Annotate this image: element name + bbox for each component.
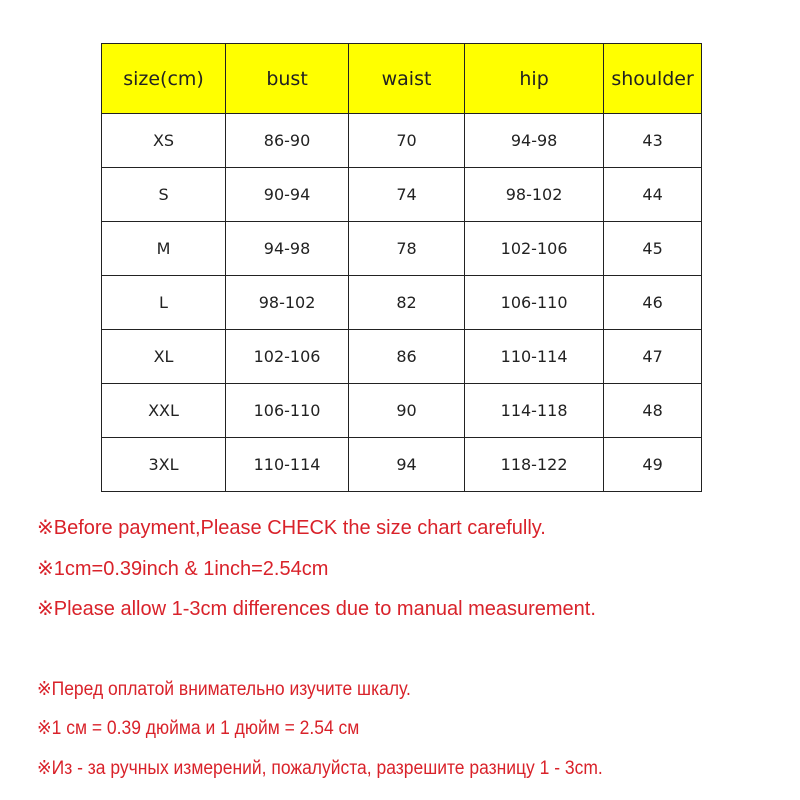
cell-size: M bbox=[102, 222, 226, 276]
note-en-difference: ※Please allow 1-3cm differences due to manual measurement. bbox=[37, 598, 596, 620]
note-en-check: ※Before payment,Please CHECK the size chart carefully. bbox=[37, 517, 546, 539]
cell-shoulder: 45 bbox=[604, 222, 702, 276]
cell-shoulder: 44 bbox=[604, 168, 702, 222]
cell-waist: 90 bbox=[349, 384, 465, 438]
size-chart-table bbox=[101, 43, 702, 492]
cell-bust: 106-110 bbox=[226, 384, 349, 438]
cell-shoulder: 46 bbox=[604, 276, 702, 330]
cell-hip: 118-122 bbox=[465, 438, 604, 492]
cell-size: XL bbox=[102, 330, 226, 384]
table-row bbox=[102, 222, 702, 276]
cell-size: XS bbox=[102, 114, 226, 168]
note-en-conversion: ※1cm=0.39inch & 1inch=2.54cm bbox=[37, 558, 329, 580]
cell-size: L bbox=[102, 276, 226, 330]
cell-waist: 94 bbox=[349, 438, 465, 492]
cell-shoulder: 49 bbox=[604, 438, 702, 492]
header-hip: hip bbox=[465, 44, 604, 114]
cell-waist: 82 bbox=[349, 276, 465, 330]
table-row bbox=[102, 330, 702, 384]
cell-waist: 74 bbox=[349, 168, 465, 222]
cell-shoulder: 47 bbox=[604, 330, 702, 384]
cell-bust: 86-90 bbox=[226, 114, 349, 168]
table-row bbox=[102, 168, 702, 222]
header-row bbox=[102, 44, 702, 114]
cell-bust: 110-114 bbox=[226, 438, 349, 492]
cell-size: S bbox=[102, 168, 226, 222]
note-ru-conversion: ※1 см = 0.39 дюйма и 1 дюйм = 2.54 см bbox=[37, 718, 360, 739]
cell-hip: 102-106 bbox=[465, 222, 604, 276]
header-waist: waist bbox=[349, 44, 465, 114]
cell-hip: 94-98 bbox=[465, 114, 604, 168]
cell-bust: 94-98 bbox=[226, 222, 349, 276]
note-ru-difference: ※Из - за ручных измерений, пожалуйста, разрешите разницу 1 - 3cm. bbox=[37, 758, 603, 779]
table-row bbox=[102, 114, 702, 168]
note-ru-check: ※Перед оплатой внимательно изучите шкалу. bbox=[37, 679, 411, 700]
table-row bbox=[102, 384, 702, 438]
cell-waist: 70 bbox=[349, 114, 465, 168]
table-row bbox=[102, 276, 702, 330]
cell-shoulder: 48 bbox=[604, 384, 702, 438]
cell-waist: 78 bbox=[349, 222, 465, 276]
table-row bbox=[102, 438, 702, 492]
cell-size: XXL bbox=[102, 384, 226, 438]
cell-bust: 90-94 bbox=[226, 168, 349, 222]
cell-hip: 106-110 bbox=[465, 276, 604, 330]
cell-bust: 98-102 bbox=[226, 276, 349, 330]
cell-shoulder: 43 bbox=[604, 114, 702, 168]
cell-hip: 114-118 bbox=[465, 384, 604, 438]
cell-waist: 86 bbox=[349, 330, 465, 384]
cell-bust: 102-106 bbox=[226, 330, 349, 384]
cell-hip: 110-114 bbox=[465, 330, 604, 384]
cell-size: 3XL bbox=[102, 438, 226, 492]
header-size: size(cm) bbox=[102, 44, 226, 114]
header-shoulder: shoulder bbox=[604, 44, 702, 114]
cell-hip: 98-102 bbox=[465, 168, 604, 222]
header-bust: bust bbox=[226, 44, 349, 114]
